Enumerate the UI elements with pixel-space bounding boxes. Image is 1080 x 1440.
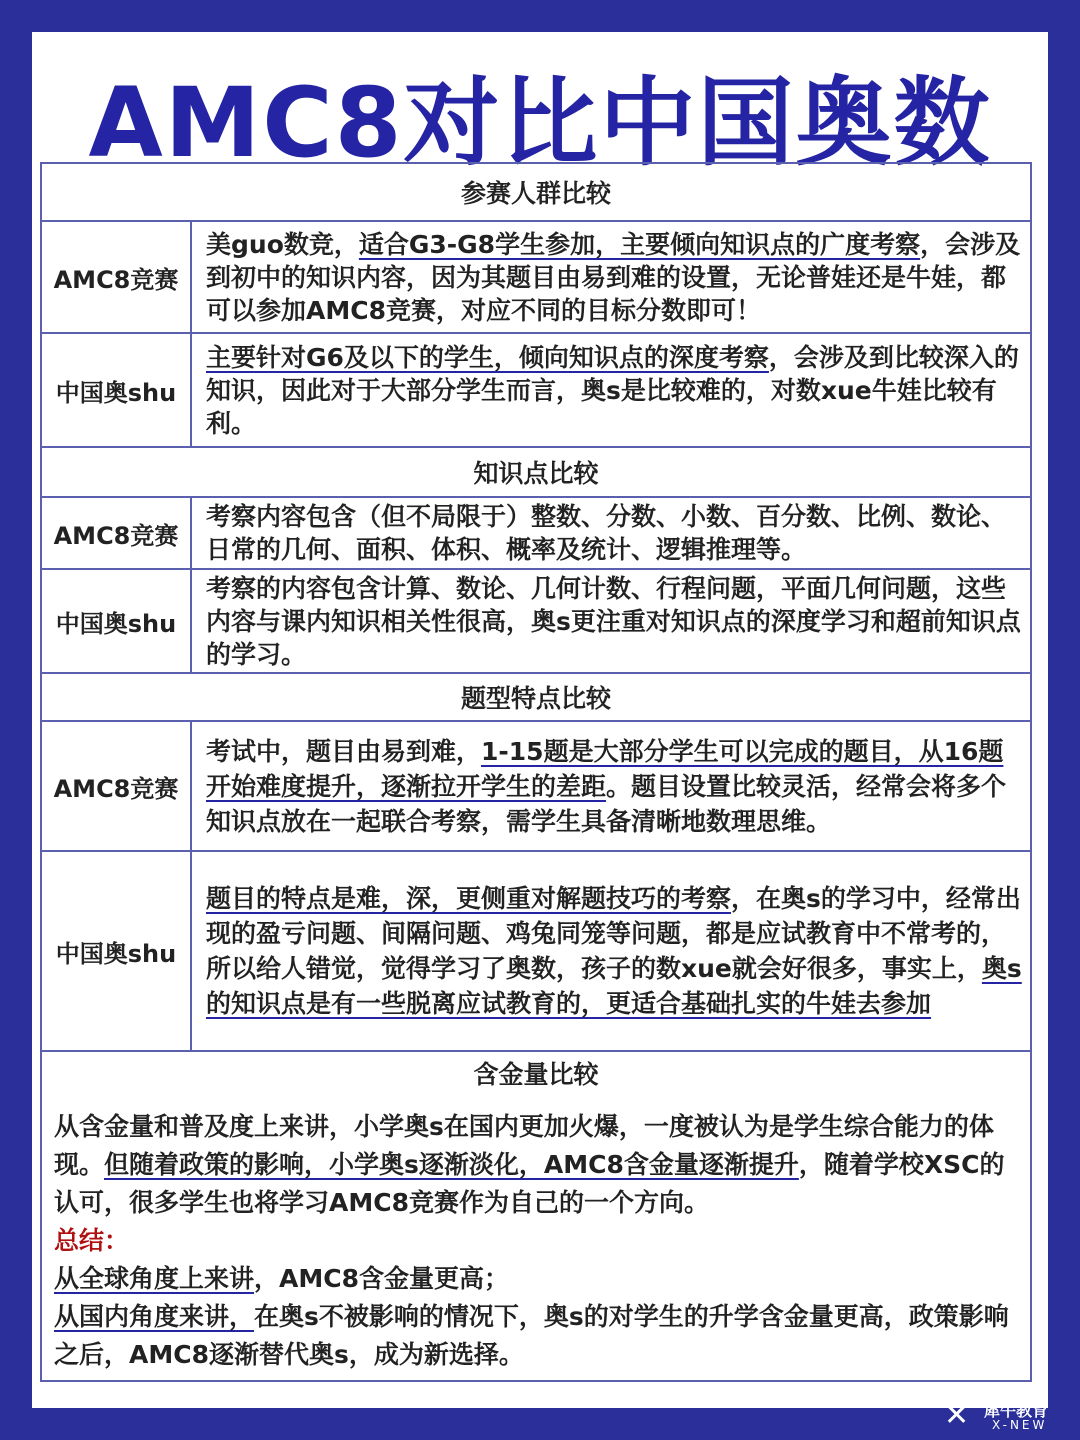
text: 美guo数竞，: [206, 229, 359, 259]
underlined-text: 从国内角度来讲，: [54, 1302, 255, 1331]
row-crowd-china: [42, 332, 1030, 446]
section-title: 含金量比较: [473, 1060, 599, 1089]
brand-logo: [944, 1396, 1074, 1436]
row-label: AMC8竞赛: [42, 222, 192, 332]
text: 考察内容包含（但不局限于）整数、分数、小数、百分数、比例、数论、日常的几何、面积、体积、概率及统计、逻辑推理等。: [206, 502, 1007, 564]
text: ，会涉及到比较深入的知识，因此对于大部分学生而言，奥s是比较难的，对数xue牛娃比较有利。: [206, 342, 1019, 438]
text: ，会涉及到初中的知识内容，因为其题目由易到难的设置，无论普娃还是牛娃，都可以参加AMC8竞赛，对应不同的目标分数即可！: [206, 229, 1021, 325]
underlined-text: 主要针对G6及以下的学生，倾向知识点的深度考察: [206, 342, 769, 372]
row-content: [206, 498, 1024, 568]
section-header-value: [42, 1050, 1030, 1094]
section-header-crowd: [42, 164, 1030, 220]
page-title: AMC8对比中国奥数: [88, 67, 992, 179]
row-content: [206, 570, 1024, 672]
underlined-text: 适合G3-G8学生参加，主要倾向知识点的广度考察: [358, 229, 921, 259]
text: 在奥s不被影响的情况下，奥s的对学生的升学含金量更高，政策影响之后，AMC8逐渐替代奥s，成为新选择。: [54, 1302, 1009, 1369]
logo-text-cn: 犀牛教育: [984, 1401, 1049, 1420]
value-summary-block: [42, 1094, 1030, 1374]
row-type-china: [42, 850, 1030, 1050]
text: 。题目设置比较灵活，经常会将多个知识点放在一起联合考察，需学生具备清晰地数理思维。: [206, 771, 1007, 836]
row-content: [206, 722, 1024, 850]
row-content: [206, 222, 1024, 332]
row-label: 中国奥shu: [42, 570, 192, 672]
underlined-text: 从全球角度上来讲: [54, 1264, 255, 1293]
underlined-text: 奥s的知识点是有一些脱离应试教育的，更适合基础扎实的牛娃去参加: [206, 954, 1022, 1018]
text: ，随着学校XSC的认可，很多学生也将学习AMC8竞赛作为自己的一个方向。: [54, 1150, 1005, 1217]
comparison-table: [40, 162, 1032, 1382]
row-content: [206, 334, 1024, 446]
poster-sheet: [32, 32, 1048, 1408]
row-knowledge-amc8: [42, 496, 1030, 568]
section-title: 知识点比较: [473, 459, 599, 488]
section-header-type: [42, 672, 1030, 720]
row-crowd-amc8: [42, 220, 1030, 332]
section-title: 题型特点比较: [460, 684, 611, 713]
row-type-amc8: [42, 720, 1030, 850]
underlined-text: 题目的特点是难，深，更侧重对解题技巧的考察: [206, 884, 732, 913]
row-content: [206, 852, 1024, 1050]
section-title: 参赛人群比较: [460, 179, 611, 208]
section-header-knowledge: [42, 446, 1030, 496]
logo-text-en: X-NEW: [992, 1418, 1048, 1432]
text: 考试中，题目由易到难，: [206, 736, 482, 766]
text: ，AMC8含金量更高；: [254, 1264, 509, 1293]
underlined-text: 但随着政策的影响，小学奥s逐渐淡化，AMC8含金量逐渐提升: [104, 1150, 799, 1179]
text: 考察的内容包含计算、数论、几何计数、行程问题，平面几何问题，这些内容与课内知识相关性很高，奥s更注重对知识点的深度学习和超前知识点的学习。: [206, 573, 1021, 669]
underlined-text: 1-15题是大部分学生可以完成的题目，从16题开始难度提升，逐渐拉开学生的差距: [206, 736, 1004, 801]
summary-label: 总结：: [54, 1226, 130, 1255]
row-knowledge-china: [42, 568, 1030, 672]
x-logo-icon: ✕: [944, 1398, 970, 1433]
row-label: 中国奥shu: [42, 852, 192, 1050]
text: ，在奥s的学习中，经常出现的盈亏问题、间隔问题、鸡兔同笼等问题，都是应试教育中不常考的，所以给人错觉，觉得学习了奥数，孩子的数xue就会好很多，事实上，: [206, 884, 1021, 983]
row-label: AMC8竞赛: [42, 498, 192, 568]
row-label: AMC8竞赛: [42, 722, 192, 850]
row-label: 中国奥shu: [42, 334, 192, 446]
text: 从含金量和普及度上来讲，小学奥s在国内更加火爆，一度被认为是学生综合能力的体现。: [54, 1112, 994, 1179]
